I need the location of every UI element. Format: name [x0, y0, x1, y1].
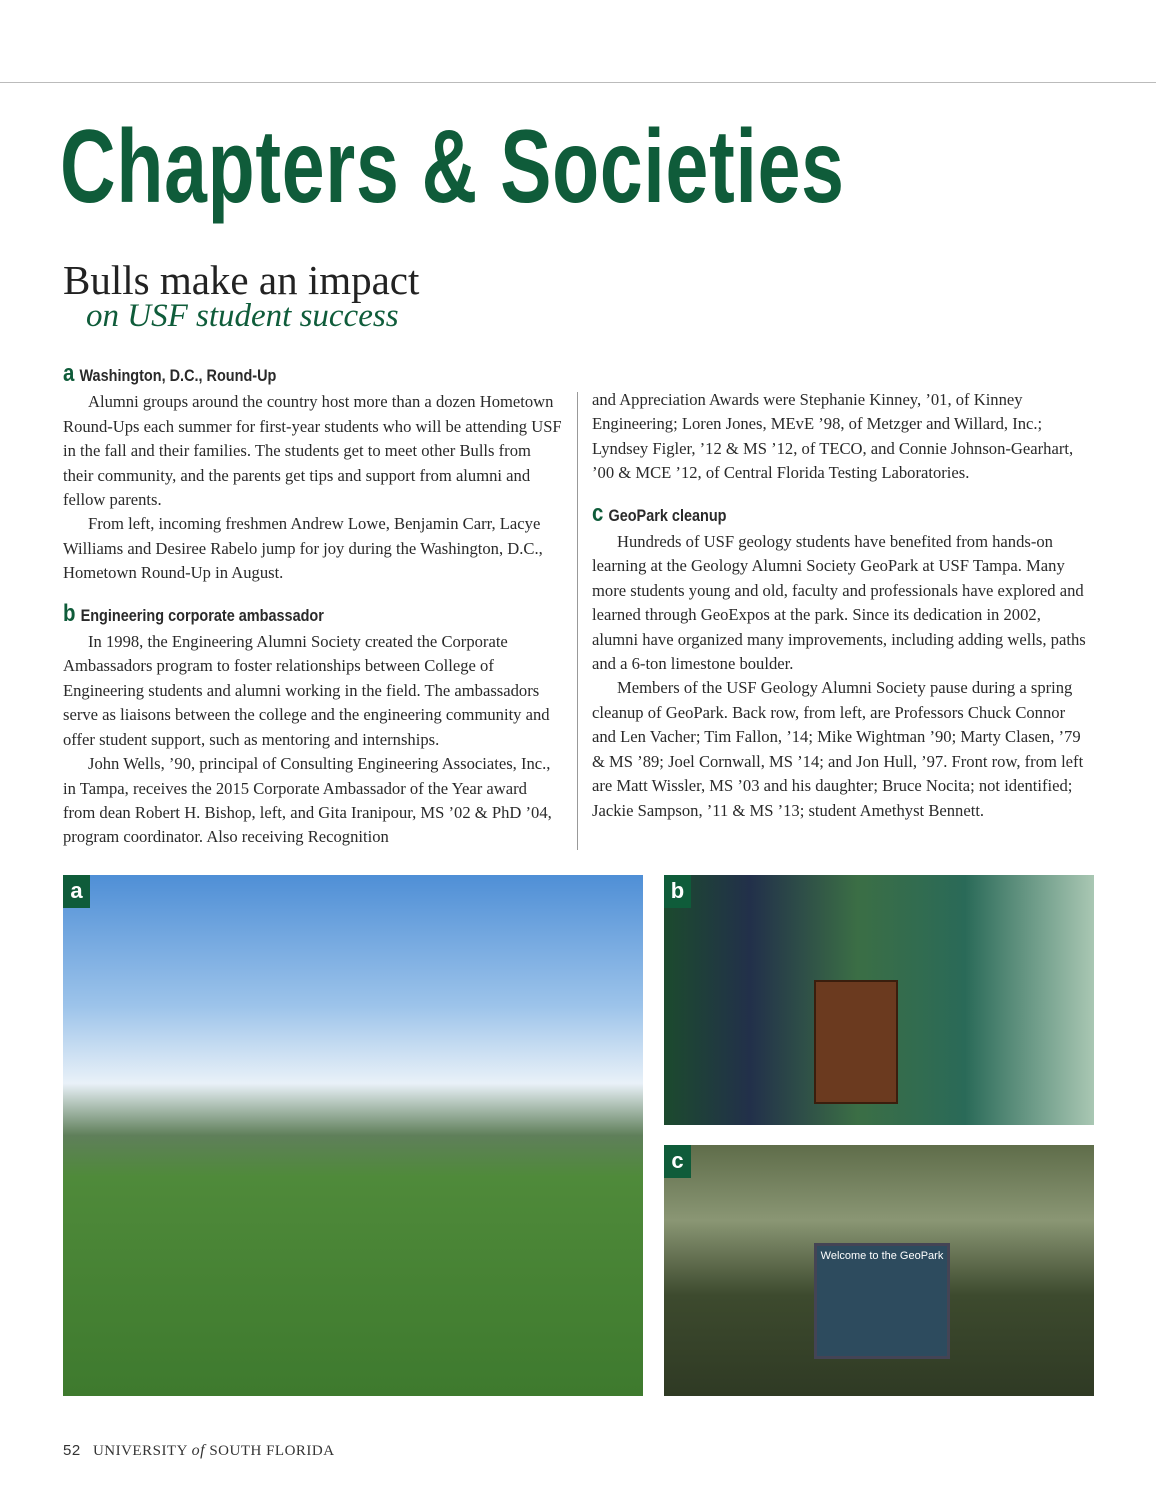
photo-b-award-presentation: [664, 875, 1094, 1125]
photo-c-geopark-group: [664, 1145, 1094, 1396]
pub-name-part: UNIVERSITY: [92, 1443, 188, 1459]
paragraph-continued: and Appreciation Awards were Stephanie Kinney, ’01, of Kinney Engineering; Loren Jones, MEvE ’98, of Metzger and Willard, Inc.; Lyndsey Figler, ’12 & MS ’12, of TECO, and Connie Johnson-Gearhart, ’00 & MCE ’12, of Central Florida Testing Laboratories.: [592, 390, 1074, 483]
page-footer: [63, 1442, 335, 1460]
paragraph: Members of the USF Geology Alumni Society pause during a spring cleanup of GeoPark. Back row, from left, are Professors Chuck Connor and Len Vacher; Tim Fallon, ’14; Mike Wightman ’90; Marty Clasen, ’79 & MS ’89; Joel Cornwall, MS ’14; and Jon Hull, ’97. Front row, from left are Matt Wissler, MS ’03 and his daughter; Bruce Nocita; not identified; Jackie Sampson, ’11 & MS ’13; student Amethyst Bennett.: [592, 678, 1084, 820]
section-c-heading: [592, 499, 1015, 528]
page-title: Chapters & Societies: [60, 109, 845, 225]
top-rule: [0, 82, 1156, 83]
section-title: Washington, D.C., Round-Up: [79, 366, 277, 385]
sign-text: Welcome to the GeoPark: [820, 1250, 944, 1262]
paragraph: From left, incoming freshmen Andrew Lowe, Benjamin Carr, Lacye Williams and Desiree Rabelo jump for joy during the Washington, D.C., Hometown Round-Up in August.: [63, 514, 543, 583]
section-title: GeoPark cleanup: [608, 505, 727, 525]
paragraph: In 1998, the Engineering Alumni Society created the Corporate Ambassadors program to foster relationships between College of Engineering students and alumni working in the field. The ambassadors serve as liaisons between the college and the engineering community and offer student support, such as mentoring and internships.: [63, 632, 550, 749]
photo-label: b: [664, 875, 691, 908]
section-title: Engineering corporate ambassador: [80, 605, 324, 625]
section-a-heading: [63, 362, 488, 388]
column-right: [592, 388, 1090, 823]
geopark-sign: [814, 1243, 950, 1359]
pub-name-part: SOUTH FLORIDA: [209, 1443, 335, 1459]
photo-a-students-jumping: [63, 875, 643, 1396]
article-subheadline: on USF student success: [86, 298, 399, 334]
section-b-heading: [63, 599, 488, 628]
photo-label: a: [63, 875, 90, 908]
article-headline: Bulls make an impact: [63, 257, 420, 303]
photo-label: c: [664, 1145, 691, 1178]
page-number: 52: [63, 1442, 81, 1459]
column-left: [63, 362, 563, 850]
pub-name-of: of: [191, 1442, 206, 1459]
award-plaque: [814, 980, 898, 1104]
section-letter: a: [63, 360, 75, 387]
paragraph: Alumni groups around the country host more than a dozen Hometown Round-Ups each summer for first-year students who will be attending USF in the fall and their families. The students get to meet other Bulls from their community, and the parents get tips and support from alumni and fellow parents.: [63, 392, 562, 510]
column-divider: [577, 392, 578, 850]
publication-name: [93, 1443, 335, 1459]
paragraph: John Wells, ’90, principal of Consulting Engineering Associates, Inc., in Tampa, receives the 2015 Corporate Ambassador of the Year award from dean Robert H. Bishop, left, and Gita Iranipour, MS ’02 & PhD ’04, program coordinator. Also receiving Recognition: [63, 754, 552, 847]
paragraph: Hundreds of USF geology students have benefited from hands-on learning at the Geology Alumni Society GeoPark at USF Tampa. Many more students young and old, faculty and professionals have explored and learned through GeoExpos at the park. Since its dedication in 2002, alumni have organized many improvements, including adding wells, paths and a 6-ton limestone boulder.: [592, 532, 1086, 674]
section-letter: b: [63, 599, 76, 627]
section-letter: c: [592, 499, 604, 527]
